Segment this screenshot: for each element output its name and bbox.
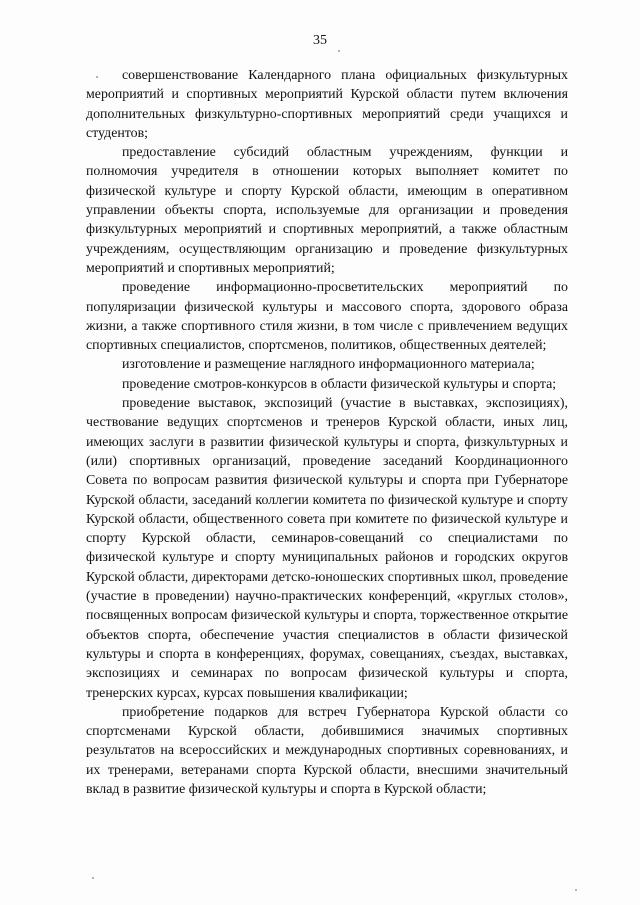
- scan-speck: [96, 76, 98, 78]
- page-number: 35: [313, 33, 327, 48]
- scan-speck: [338, 50, 340, 52]
- paragraph-visual-materials: изготовление и размещение наглядного информационного материала;: [122, 357, 535, 373]
- paragraph-review-contests: проведение смотров-конкурсов в области физической культуры и спорта;: [122, 376, 557, 392]
- paragraph-exhibitions: проведение выставок, экспозиций (участие в выставках, экспозициях), чествование ведущих спортсменов и тренеров Курской области, иных лиц, имеющих заслуги в развитии физической культуры и спорта, физкультурных и (или) спортивных организаций, проведение заседаний Координационного Совета по вопросам развития физической культуры и спорта при Губернаторе Курской области, заседаний коллегии комитета по физической культуре и спорту Курской области, общественного совета при комитете по физической культуре и спорту Курской области, семинаров-совещаний со специалистами по физической культуре и спорту муниципальных районов и городских округов Курской области, директорами детско-юношеских спортивных школ, проведение (участие в проведении) научно-практических конференций, «круглых столов», посвященных вопросам физической культуры и спорта, торжественное открытие объектов спорта, обеспечение участия специалистов в области физической культуры и спорта в конференциях, форумах, совещаниях, съездах, выставках, экспозициях и семинарах по вопросам физической культуры и спорта, тренерских курсах, курсах повышения квалификации;: [86, 396, 568, 701]
- paragraph-gifts: приобретение подарков для встреч Губернатора Курской области со спортсменами Курской области, добившимися значимых спортивных результатов на всероссийских и международных спортивных соревнованиях, и их тренерами, ветеранами спорта Курской области, внесшими значительный вклад в развитие физической культуры и спорта в Курской области;: [86, 704, 568, 797]
- paragraph-information-events: проведение информационно-просветительских мероприятий по популяризации физической культуры и массового спорта, здорового образа жизни, а также спортивного стиля жизни, в том числе с привлечением ведущих спортивных специалистов, спортсменов, политиков, общественных деятелей;: [86, 280, 568, 354]
- scan-speck: [92, 877, 94, 879]
- paragraph-subsidies: предоставление субсидий областным учреждениям, функции и полномочия учредителя в отношении которых выполняет комитет по физической культуре и спорту Курской области, имеющим в оперативном управлении объекты спорта, используемые для организации и проведения физкультурных мероприятий и спортивных мероприятий, а также областным учреждениям, осуществляющим организацию и проведение физкультурных мероприятий и спортивных мероприятий;: [86, 145, 568, 276]
- scan-speck: [575, 889, 577, 891]
- paragraph-calendar-plan: совершенствование Календарного плана официальных физкультурных мероприятий и спортивных мероприятий Курской области путем включения дополнительных физкультурно-спортивных мероприятий среди учащихся и студентов;: [86, 68, 568, 141]
- document-body: [86, 66, 568, 799]
